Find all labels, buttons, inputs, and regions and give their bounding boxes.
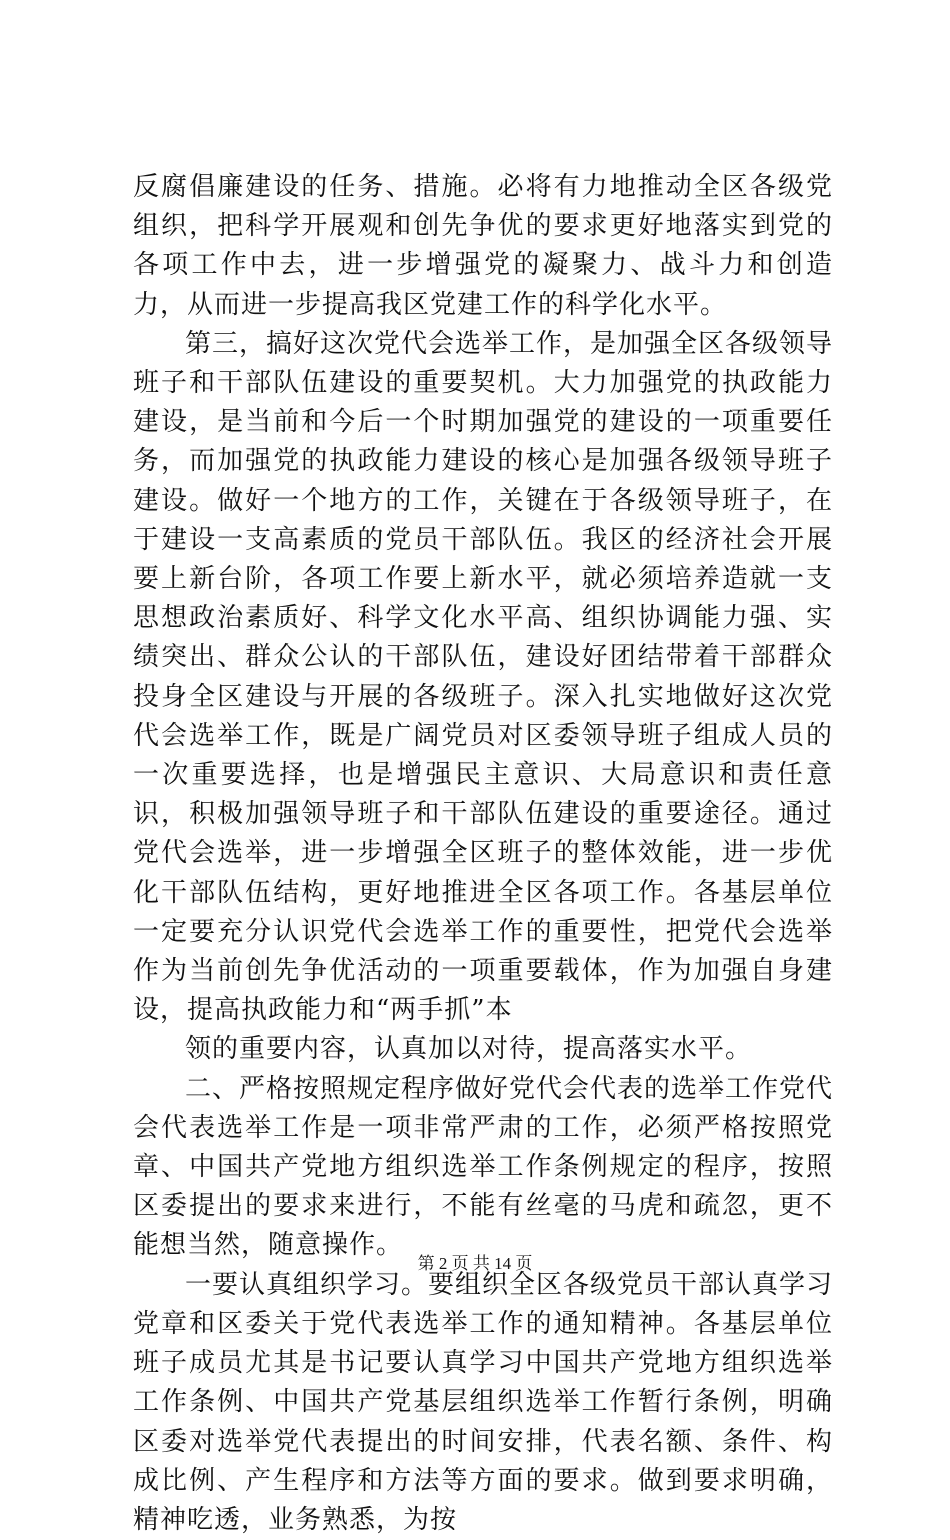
- document-body: [133, 168, 833, 1540]
- paragraph-continuation: 反腐倡廉建设的任务、措施。必将有力地推动全区各级党组织，把科学开展观和创先争优的要求更好地落实到党的各项工作中去，进一步增强党的凝聚力、战斗力和创造力，从而进一步提高我区党建工作的科学化水平。: [133, 172, 833, 320]
- paragraph-section-two-heading: 二、严格按照规定程序做好党代会代表的选举工作党代会代表选举工作是一项非常严肃的工作，必须严格按照党章、中国共产党地方组织选举工作条例规定的程序，按照区委提出的要求来进行，不能有丝毫的马虎和疏忽，更不能想当然，随意操作。: [133, 1073, 834, 1261]
- paragraph-study: 一要认真组织学习。要组织全区各级党员干部认真学习党章和区委关于党代表选举工作的通知精神。各基层单位班子成员尤其是书记要认真学习中国共产党地方组织选举工作条例、中国共产党基层组织选举工作暂行条例，明确区委对选举党代表提出的时间安排，代表名额、条件、构成比例、产生程序和方法等方面的要求。做到要求明确，精神吃透，业务熟悉，为按: [133, 1269, 834, 1535]
- paragraph-third-point-end: 领的重要内容，认真加以对待，提高落实水平。: [185, 1034, 753, 1065]
- paragraph-third-point: 第三，搞好这次党代会选举工作，是加强全区各级领导班子和干部队伍建设的重要契机。大力加强党的执政能力建设，是当前和今后一个时期加强党的建设的一项重要任务，而加强党的执政能力建设的核心是加强各级领导班子建设。做好一个地方的工作，关键在于各级领导班子，在于建设一支高素质的党员干部队伍。我区的经济社会开展要上新台阶，各项工作要上新水平，就必须培养造就一支思想政治素质好、科学文化水平高、组织协调能力强、实绩突出、群众公认的干部队伍，建设好团结带着干部群众投身全区建设与开展的各级班子。深入扎实地做好这次党代会选举工作，既是广阔党员对区委领导班子组成人员的一次重要选择，也是增强民主意识、大局意识和责任意识，积极加强领导班子和干部队伍建设的重要途径。通过党代会选举，进一步增强全区班子的整体效能，进一步优化干部队伍结构，更好地推进全区各项工作。各基层单位一定要充分认识党代会选举工作的重要性，把党代会选举作为当前创先争优活动的一项重要载体，作为加强自身建设，提高执政能力和“两手抓”本: [133, 328, 834, 1026]
- page-number-footer: 第 2 页 共 14 页: [417, 1254, 533, 1273]
